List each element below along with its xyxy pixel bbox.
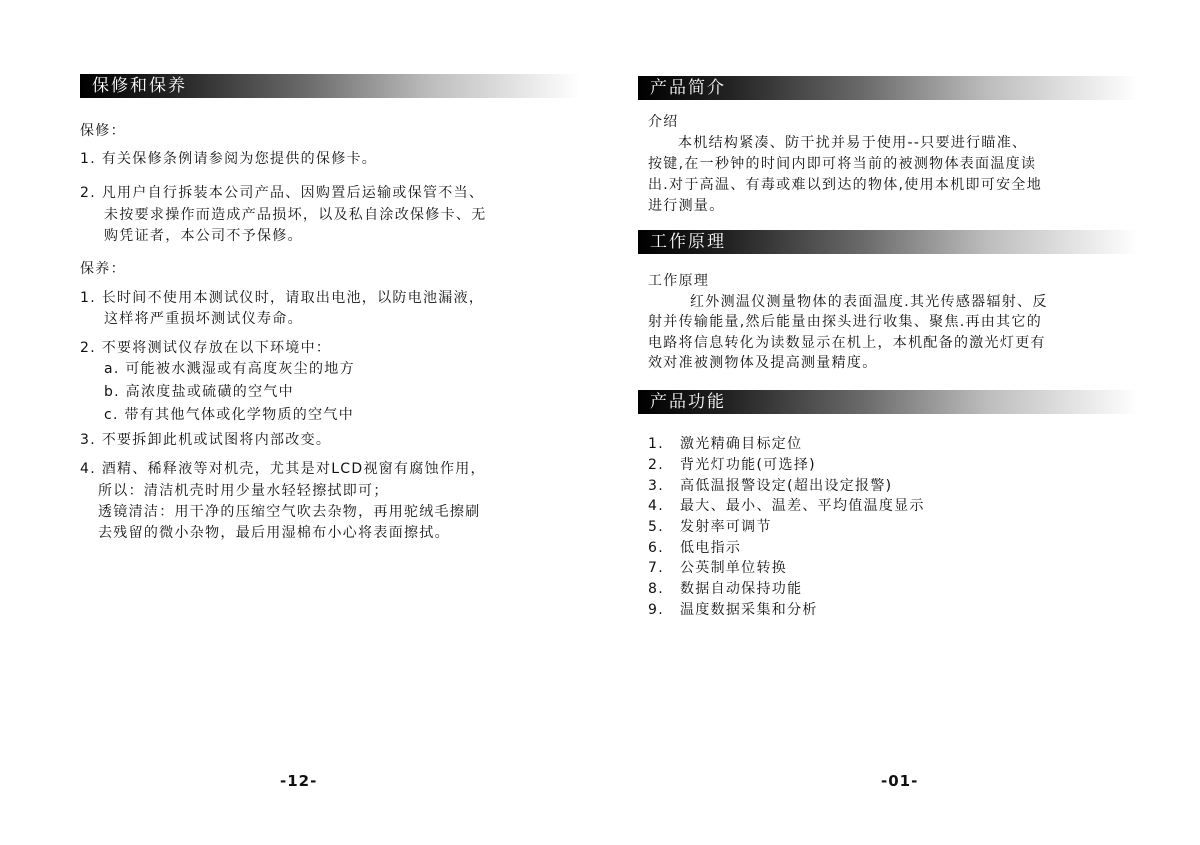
list-item xyxy=(648,434,802,454)
page-number-left: -12- xyxy=(280,772,318,790)
list-item xyxy=(648,517,772,537)
principle-heading: 工作原理 xyxy=(648,273,710,289)
intro-line-3: 出.对于高温、有毒或难以到达的物体,使用本机即可安全地 xyxy=(648,177,1042,193)
principle-line-1: 红外测温仪测量物体的表面温度.其光传感器辐射、反 xyxy=(690,294,1048,310)
feature-text: 低电指示 xyxy=(679,540,742,556)
maintenance-item-2: 2. 不要将测试仪存放在以下环境中： xyxy=(80,340,332,356)
section-title-features: 产品功能 xyxy=(638,390,1138,414)
principle-line-4: 效对准被测物体及提高测量精度。 xyxy=(648,355,878,371)
maintenance-sub-a: a. 可能被水溅湿或有高度灰尘的地方 xyxy=(104,361,355,377)
maintenance-item-4-line-3: 透镜清洁：用干净的压缩空气吹去杂物，再用驼绒毛擦刷 xyxy=(98,504,481,520)
feature-text: 最大、最小、温差、平均值温度显示 xyxy=(679,498,925,514)
list-item xyxy=(648,538,741,558)
warranty-item-1-line-1: 1. 有关保修条例请参阅为您提供的保修卡。 xyxy=(80,151,378,167)
list-item xyxy=(648,558,787,578)
feature-number: 2. xyxy=(648,457,664,473)
feature-number: 1. xyxy=(648,436,664,452)
intro-line-1: 本机结构紧凑、防干扰并易于使用--只要进行瞄准、 xyxy=(678,135,1028,151)
feature-number: 3. xyxy=(648,478,664,494)
warranty-item-2-line-2: 未按要求操作而造成产品损坏，以及私自涂改保修卡、无 xyxy=(104,207,487,223)
feature-number: 8. xyxy=(648,581,664,597)
list-item xyxy=(648,455,816,475)
maintenance-item-4-line-2: 所以：清洁机壳时用少量水轻轻擦拭即可； xyxy=(98,483,389,499)
feature-number: 6. xyxy=(648,540,664,556)
feature-text: 激光精确目标定位 xyxy=(679,436,803,452)
warranty-heading: 保修： xyxy=(80,123,126,139)
list-item xyxy=(648,496,925,516)
section-title-intro: 产品简介 xyxy=(638,76,1138,100)
feature-text: 高低温报警设定(超出设定报警) xyxy=(679,478,893,494)
feature-number: 7. xyxy=(648,560,664,576)
maintenance-heading: 保养： xyxy=(80,261,126,277)
feature-number: 9. xyxy=(648,602,664,618)
maintenance-item-4-line-1: 4. 酒精、稀释液等对机壳，尤其是对LCD视窗有腐蚀作用， xyxy=(80,461,486,477)
feature-number: 4. xyxy=(648,498,664,514)
list-item xyxy=(648,600,818,620)
principle-line-2: 射并传输能量,然后能量由探头进行收集、聚焦.再由其它的 xyxy=(648,314,1042,330)
maintenance-item-4-line-4: 去残留的微小杂物，最后用湿棉布小心将表面擦拭。 xyxy=(98,525,450,541)
feature-text: 背光灯功能(可选择) xyxy=(679,457,816,473)
section-title-principle: 工作原理 xyxy=(638,230,1138,254)
feature-text: 温度数据采集和分析 xyxy=(679,602,818,618)
maintenance-item-1-line-2: 这样将严重损坏测试仪寿命。 xyxy=(104,311,303,327)
maintenance-item-3: 3. 不要拆卸此机或试图将内部改变。 xyxy=(80,432,332,448)
right-page xyxy=(638,0,1138,845)
list-item xyxy=(648,579,802,599)
intro-heading: 介绍 xyxy=(648,114,679,130)
list-item xyxy=(648,476,892,496)
maintenance-sub-c: c. 带有其他气体或化学物质的空气中 xyxy=(104,407,354,423)
warranty-item-2-line-3: 购凭证者，本公司不予保修。 xyxy=(104,228,303,244)
intro-line-2: 按键,在一秒钟的时间内即可将当前的被测物体表面温度读 xyxy=(648,156,1037,172)
principle-line-3: 电路将信息转化为读数显示在机上，本机配备的激光灯更有 xyxy=(648,335,1046,351)
section-title-warranty-maintenance: 保修和保养 xyxy=(80,74,580,98)
page-number-right: -01- xyxy=(881,772,919,790)
feature-number: 5. xyxy=(648,519,664,535)
feature-text: 数据自动保持功能 xyxy=(679,581,803,597)
feature-text: 发射率可调节 xyxy=(679,519,772,535)
maintenance-item-1-line-1: 1. 长时间不使用本测试仪时，请取出电池，以防电池漏液， xyxy=(80,290,485,306)
feature-text: 公英制单位转换 xyxy=(679,560,788,576)
left-page xyxy=(80,0,580,845)
intro-line-4: 进行测量。 xyxy=(648,198,725,214)
warranty-item-2-line-1: 2. 凡用户自行拆装本公司产品、因购置后运输或保管不当、 xyxy=(80,185,485,201)
maintenance-sub-b: b. 高浓度盐或硫磺的空气中 xyxy=(104,384,294,400)
